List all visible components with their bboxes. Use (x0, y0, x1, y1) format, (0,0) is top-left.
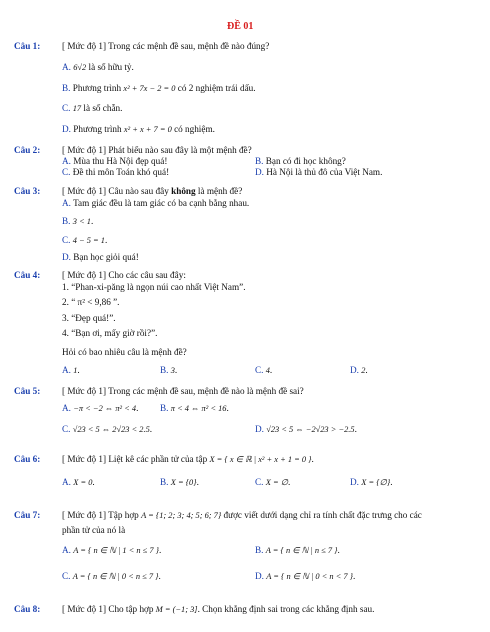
q3-option-b-letter: B. (62, 216, 71, 226)
q6-option-d-letter: D. (350, 477, 359, 487)
q7-option-a-math: A = { n ∈ ℕ | 1 < n ≤ 7 } (73, 546, 159, 555)
q1-option-b-post: có 2 nghiệm trái dấu. (175, 83, 256, 93)
q1-option-d-letter: D. (62, 124, 71, 134)
q6-option-a-letter: A. (62, 477, 71, 487)
q4-ask: Hỏi có bao nhiêu câu là mệnh đề? (62, 347, 187, 357)
question-6-stem (62, 454, 314, 465)
question-6-stem-math: X = { x ∈ ℝ | x² + x + 1 = 0 } (209, 455, 312, 464)
q4-option-d-letter: D. (350, 365, 359, 375)
q5-option-d-math: √23 < 5 ⇔ −2√23 > −2.5 (266, 425, 355, 434)
q3-option-b (62, 216, 93, 227)
q7-option-c-math: A = { n ∈ ℕ | 0 < n ≤ 7 } (72, 572, 159, 581)
q2-option-d-text: Hà Nội là thủ đô của Việt Nam. (266, 167, 383, 177)
question-6-stem-post: . (311, 454, 314, 464)
q4-item-3: 3. “Đẹp quá!”. (62, 313, 116, 323)
q4-option-c-post: . (269, 365, 273, 375)
q2-option-a-text: Mùa thu Hà Nội đẹp quá! (73, 156, 168, 166)
question-7-label: Câu 7: (14, 510, 41, 520)
q4-item-1: 1. “Phan-xi-păng là ngọn núi cao nhất Việt Nam”. (62, 282, 246, 292)
page-title: ĐỀ 01 (227, 21, 254, 32)
q3-option-a-letter: A. (62, 198, 71, 208)
q2-option-d-letter: D. (255, 167, 264, 177)
q5-option-a (62, 403, 138, 414)
q5-option-c (62, 424, 152, 435)
question-1-label: Câu 1: (14, 41, 41, 51)
q5-option-b-post: . (226, 403, 229, 413)
q6-option-b-post: . (196, 477, 199, 487)
q2-option-b (255, 156, 346, 167)
q6-option-d-math: X = {∅} (361, 478, 391, 487)
question-3-stem-pre: [ Mức độ 1] Câu nào sau đây (62, 186, 172, 196)
question-3-stem (62, 186, 242, 197)
q4-item-2: 2. “ π² < 9,86 ”. (62, 297, 120, 307)
q2-option-a-letter: A. (62, 156, 71, 166)
q6-option-a-post: . (92, 477, 95, 487)
q7-option-c-post: . (158, 571, 161, 581)
q1-option-d-math: x² + x + 7 = 0 (123, 125, 172, 134)
q2-option-c (62, 167, 169, 178)
q2-option-d (255, 167, 382, 178)
q6-option-b-math: X = {0} (170, 478, 197, 487)
q3-option-b-math: 3 < 1 (72, 217, 91, 226)
q1-option-d (62, 124, 215, 135)
q5-option-a-math: −π < −2 ⇔ π² < 4 (73, 404, 137, 413)
q6-option-a-math: X = 0 (73, 478, 93, 487)
q2-option-a (62, 156, 167, 167)
q4-option-b (160, 365, 177, 376)
q4-option-d (350, 365, 368, 376)
question-1-stem: [ Mức độ 1] Trong các mệnh đề sau, mệnh đề nào đúng? (62, 41, 270, 51)
q2-option-b-letter: B. (255, 156, 264, 166)
q5-option-b-letter: B. (160, 403, 169, 413)
q1-option-a-post: là số hữu tỷ. (86, 62, 134, 72)
q3-option-c-post: . (104, 235, 108, 245)
q1-option-c-letter: C. (62, 103, 71, 113)
q5-option-c-letter: C. (62, 424, 71, 434)
q1-option-a-math: 6√2 (73, 63, 87, 72)
question-6-stem-text: [ Mức độ 1] Liệt kê các phần tử của tập (62, 454, 210, 464)
q4-option-b-math: 3 (170, 366, 175, 375)
q1-option-c-math: 17 (72, 104, 82, 113)
q4-item-4: 4. “Bạn ơi, mấy giờ rồi?”. (62, 328, 158, 338)
q1-option-d-post: có nghiệm. (171, 124, 215, 134)
q2-option-c-text: Đề thi môn Toán khó quá! (72, 167, 170, 177)
q5-option-d (255, 424, 357, 435)
q6-option-c-post: . (288, 477, 291, 487)
q4-option-a-letter: A. (62, 365, 71, 375)
q7-option-b-letter: B. (255, 545, 264, 555)
question-7-stem-line2: phần tử của nó là (62, 525, 126, 535)
question-8-label: Câu 8: (14, 604, 41, 614)
q5-option-d-letter: D. (255, 424, 264, 434)
q4-option-c-math: 4 (265, 366, 270, 375)
q5-option-c-post: . (149, 424, 153, 434)
q7-option-b-post: . (337, 545, 340, 555)
q6-option-c-letter: C. (255, 477, 264, 487)
q3-option-a (62, 198, 249, 209)
question-7-stem (62, 510, 422, 521)
q6-option-b (160, 477, 199, 488)
q5-option-a-post: . (136, 403, 139, 413)
q6-option-a (62, 477, 95, 488)
q5-option-d-post: . (354, 424, 357, 434)
question-7-stem-post: được viết dưới dạng chỉ ra tính chất đặc trưng cho các (221, 510, 422, 520)
q1-option-b-math: x² + 7x − 2 = 0 (123, 84, 176, 93)
q7-option-c (62, 571, 161, 582)
q6-option-c (255, 477, 290, 488)
q7-option-a-post: . (158, 545, 162, 555)
q1-option-c (62, 103, 122, 114)
q7-option-b (255, 545, 340, 556)
q6-option-d (350, 477, 392, 488)
question-4-label: Câu 4: (14, 270, 41, 280)
question-2-label: Câu 2: (14, 145, 41, 155)
q1-option-b-pre: Phương trình (72, 83, 124, 93)
question-7-stem-math: A = {1; 2; 3; 4; 5; 6; 7} (141, 511, 222, 520)
q5-option-c-math: √23 < 5 ⇔ 2√23 < 2.5 (72, 425, 150, 434)
question-8-stem-math: M = (−1; 3] (155, 605, 198, 614)
q6-option-b-letter: B. (160, 477, 169, 487)
q1-option-d-pre: Phương trình (73, 124, 124, 134)
q4-option-d-post: . (365, 365, 368, 375)
q7-option-a-letter: A. (62, 545, 71, 555)
q3-option-d-text: Bạn học giỏi quá! (73, 252, 139, 262)
q3-option-c (62, 235, 107, 246)
question-5-label: Câu 5: (14, 386, 41, 396)
q2-option-b-text: Bạn có đi học không? (265, 156, 346, 166)
q1-option-b-letter: B. (62, 83, 71, 93)
q5-option-b (160, 403, 229, 414)
q5-option-b-math: π < 4 ⇔ π² < 16 (170, 404, 227, 413)
question-3-stem-bold: không (171, 186, 196, 196)
question-3-stem-post: là mệnh đề? (195, 186, 243, 196)
q1-option-c-post: là số chẵn. (81, 103, 123, 113)
q7-option-d-math: A = { n ∈ ℕ | 0 < n < 7 } (266, 572, 354, 581)
q7-option-d (255, 571, 355, 582)
question-8-stem-text: [ Mức độ 1] Cho tập hợp (62, 604, 156, 614)
q3-option-d (62, 252, 139, 263)
q4-option-b-letter: B. (160, 365, 169, 375)
question-8-stem (62, 604, 374, 615)
q3-option-c-letter: C. (62, 235, 71, 245)
q4-option-a-post: . (77, 365, 80, 375)
q3-option-c-math: 4 − 5 = 1 (72, 236, 105, 245)
question-2-stem: [ Mức độ 1] Phát biểu nào sau đây là một mệnh đề? (62, 145, 252, 155)
q6-option-d-post: . (390, 477, 393, 487)
question-7-stem-text: [ Mức độ 1] Tập hợp (62, 510, 142, 520)
q7-option-b-math: A = { n ∈ ℕ | n ≤ 7 } (265, 546, 338, 555)
question-4-stem: [ Mức độ 1] Cho các câu sau đây: (62, 270, 186, 280)
q6-option-c-math: X = ∅ (265, 478, 288, 487)
q4-option-d-math: 2 (361, 366, 366, 375)
q4-option-c (255, 365, 272, 376)
question-6-label: Câu 6: (14, 454, 41, 464)
question-5-stem: [ Mức độ 1] Trong các mệnh đề sau, mệnh đề nào là mệnh đề sai? (62, 386, 304, 396)
q4-option-a (62, 365, 80, 376)
q5-option-a-letter: A. (62, 403, 71, 413)
q3-option-d-letter: D. (62, 252, 71, 262)
question-8-stem-post: . Chọn khẳng định sai trong các khẳng định sau. (197, 604, 375, 614)
q1-option-b (62, 83, 256, 94)
q7-option-d-letter: D. (255, 571, 264, 581)
q1-option-a (62, 62, 134, 73)
q4-option-b-post: . (174, 365, 178, 375)
question-3-label: Câu 3: (14, 186, 41, 196)
q2-option-c-letter: C. (62, 167, 71, 177)
q3-option-a-text: Tam giác đều là tam giác có ba cạnh bằng nhau. (73, 198, 250, 208)
q4-option-c-letter: C. (255, 365, 264, 375)
q4-option-a-math: 1 (73, 366, 78, 375)
q7-option-a (62, 545, 161, 556)
q3-option-b-post: . (90, 216, 94, 226)
q7-option-d-post: . (353, 571, 356, 581)
q7-option-c-letter: C. (62, 571, 71, 581)
q1-option-a-letter: A. (62, 62, 71, 72)
